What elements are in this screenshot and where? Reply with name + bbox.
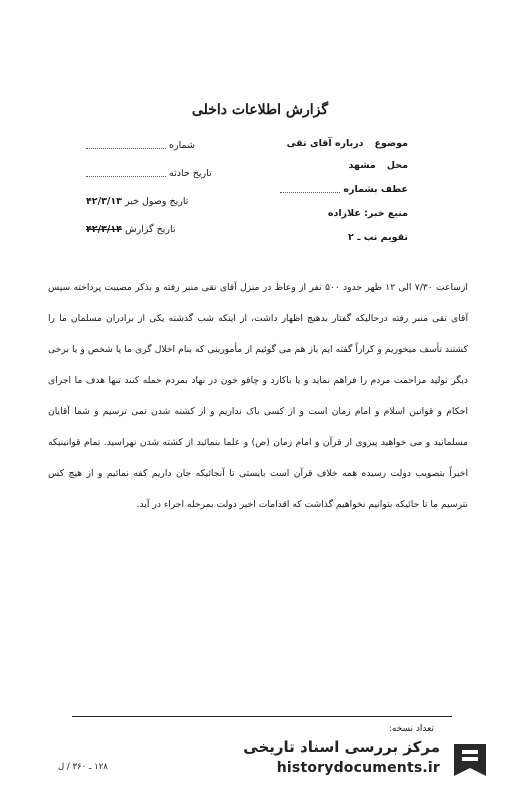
field-reference-dots	[280, 186, 340, 193]
field-number-dots	[86, 142, 166, 149]
field-report-date-value: ۴۲/۳/۱۴	[86, 224, 122, 235]
field-received-date-label: تاریخ وصول خبر	[124, 196, 189, 207]
field-subject-label: موضوع	[374, 138, 408, 149]
field-number-label: شماره	[169, 140, 195, 151]
field-report-date	[86, 224, 175, 235]
field-reference	[280, 184, 408, 195]
field-number	[86, 140, 195, 151]
field-location	[348, 160, 408, 171]
field-received-date-value: ۴۲/۳/۱۳	[86, 196, 122, 207]
copies-count-label: تعداد نسخه:	[388, 724, 434, 734]
field-incident-date-dots	[86, 170, 166, 177]
field-received-date	[86, 196, 188, 207]
field-location-label: محل	[386, 160, 408, 171]
field-subject-value: درباره آقای تقی	[286, 138, 364, 149]
archive-url: historydocuments.ir	[276, 760, 440, 776]
field-calendar	[348, 232, 408, 243]
report-body: ازساعت ۷/۳۰ الی ۱۲ ظهر حدود ۵۰۰ نفر از وعاظ در منزل آقای تقی منبر رفته و بذکر مصیبت پرداخته سپس آقای تقی منبر رفته درحالیکه گفتار بدهیچ اظهار داشت، از اینکه شب گذشته یکی از برادران مسلمان ما را کشتند تأسف میخوریم و کراراً گفته ایم باز هم می گوئیم از مأمورینی که بنام اخلال گری ما یا شخص و یا برخی دیگر تولید مزاحمت مردم را فراهم نماید و یا باکارد و چاقو خون در نهاد بمردم حمله کنند تنها هدف ما اجرای احکام و قوانین اسلام و امام زمان است و از کسی باک نداریم و از کشته شدن نمی ترسیم و شما آقایان مسلمانید و می خواهید پیروی از قرآن و امام زمان (ص) و علما بنمائید از کشته شدن نهراسید. تمام قوانینیکه اخیراً بتصویب دولت رسیده همه خلاف قرآن است بایستی تا آنجائیکه جان داریم کفه نمائیم و از هیچ کس نترسیم ما تا جائیکه بتوانیم نخواهیم گذاشت که اقدامات اخیر دولت بمرحله اجراء در آید.	[48, 282, 468, 510]
field-source-label: منبع خبر: علازاده	[327, 208, 408, 219]
field-reference-label: عطف بشماره	[343, 184, 408, 195]
field-incident-date-label: تاریخ حادثه	[169, 168, 212, 179]
field-location-value: مشهد	[348, 160, 376, 171]
archive-logo-icon	[448, 738, 492, 782]
report-title: گزارش اطلاعات داخلی	[191, 102, 329, 118]
field-incident-date	[86, 168, 212, 179]
field-subject	[287, 138, 408, 149]
footer-divider	[72, 716, 452, 717]
field-calendar-label: تقویم نب ـ ۲	[348, 232, 408, 243]
document-code: ۱۲۸ ـ ۳۶۰ / ل	[58, 762, 108, 772]
archive-name: مرکز بررسی اسناد تاریخی	[243, 738, 440, 756]
field-report-date-label: تاریخ گزارش	[124, 224, 176, 235]
field-source	[328, 208, 408, 219]
